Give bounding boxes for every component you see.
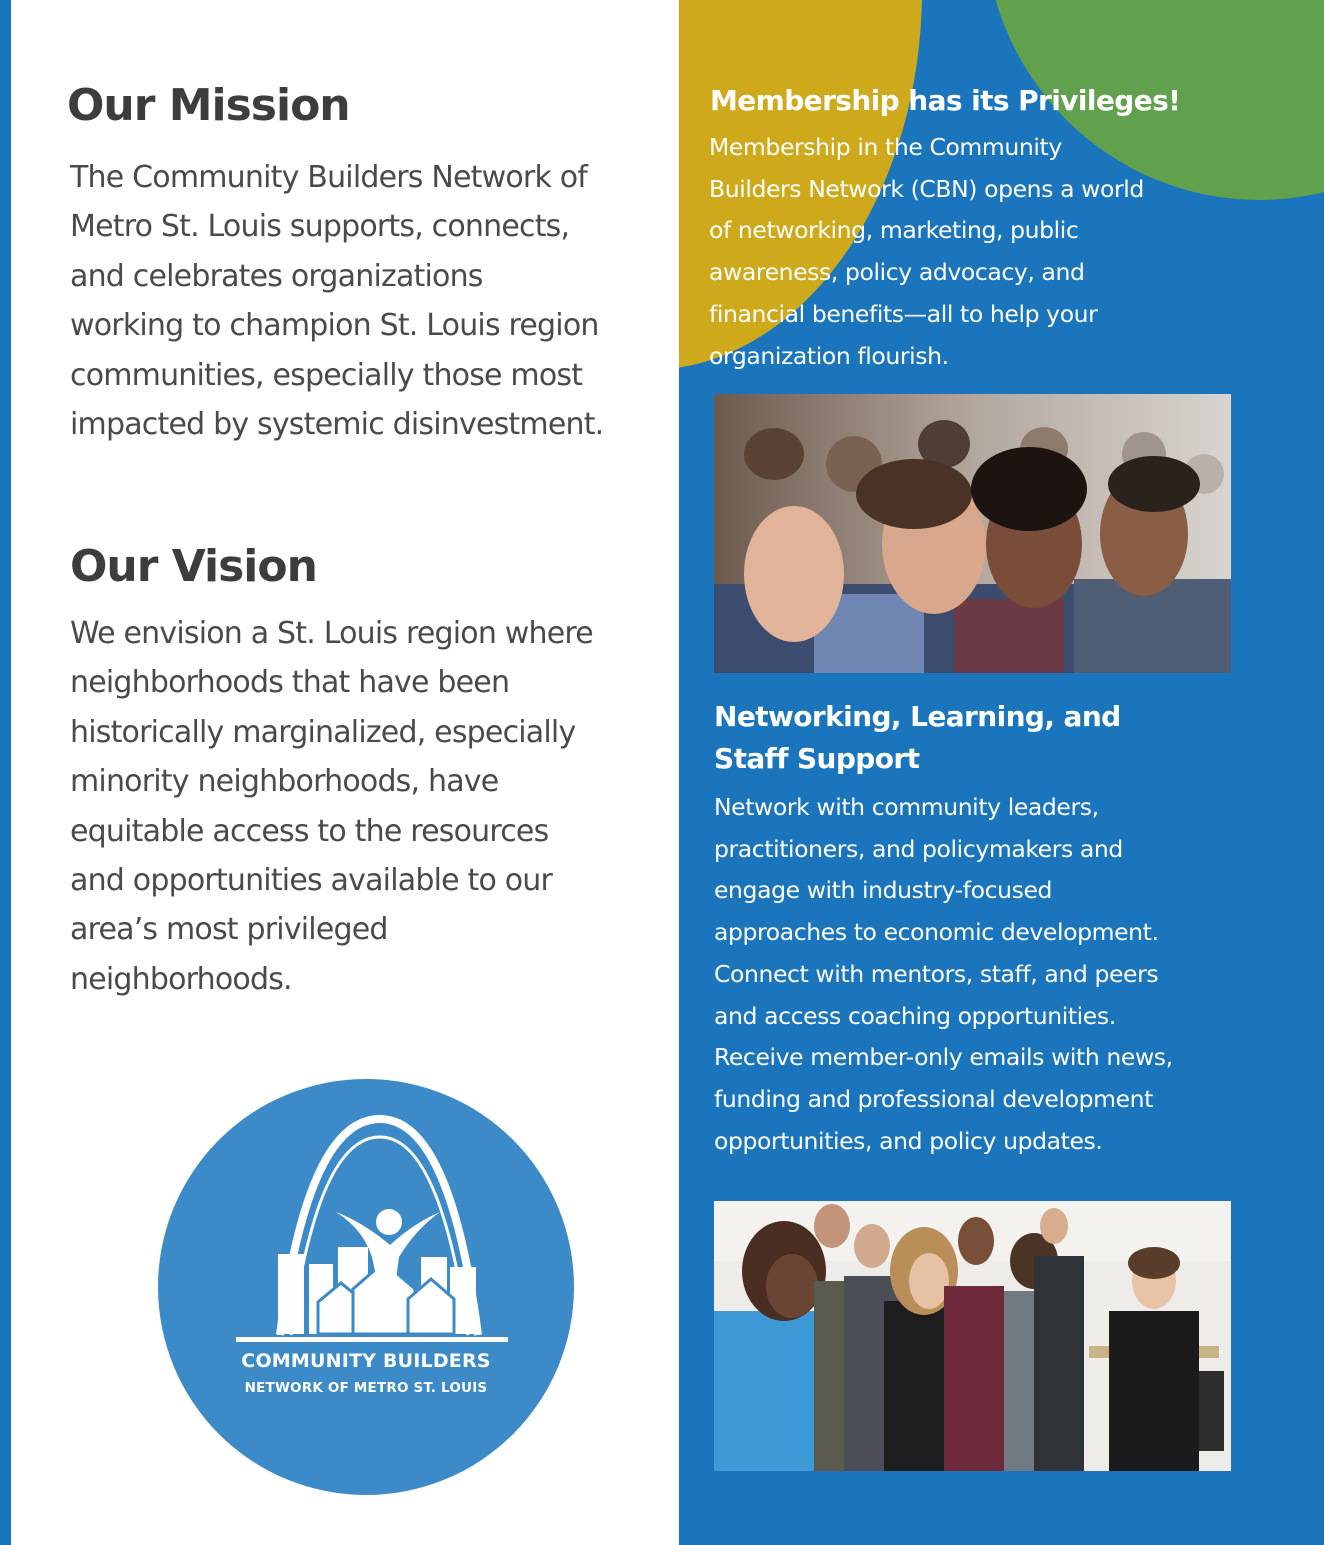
mission-title: Our Mission bbox=[67, 80, 350, 131]
networking-line: practitioners, and policymakers and bbox=[714, 834, 1123, 863]
networking-line: approaches to economic development. bbox=[714, 918, 1159, 947]
vision-line: minority neighborhoods, have bbox=[70, 764, 499, 800]
privileges-line: organization flourish. bbox=[709, 341, 949, 370]
logo-text-container bbox=[158, 0, 574, 1545]
group-photo bbox=[714, 1201, 1231, 1471]
logo-text-line2: NETWORK OF METRO ST. LOUIS bbox=[244, 1380, 488, 1396]
right-column bbox=[679, 0, 1324, 1545]
networking-body bbox=[714, 787, 1173, 1162]
networking-title bbox=[714, 696, 1121, 780]
audience-photo bbox=[714, 394, 1231, 673]
vision-line: equitable access to the resources bbox=[70, 813, 549, 849]
vision-title: Our Vision bbox=[70, 541, 317, 592]
privileges-title: Membership has its Privileges! bbox=[710, 84, 1181, 117]
privileges-line: Builders Network (CBN) opens a world bbox=[709, 174, 1144, 203]
logo-text-line1: COMMUNITY BUILDERS bbox=[241, 1350, 491, 1372]
networking-line: engage with industry-focused bbox=[714, 876, 1053, 905]
mission-line: working to champion St. Louis region bbox=[70, 308, 599, 344]
networking-line: Network with community leaders, bbox=[714, 793, 1099, 821]
mission-line: Metro St. Louis supports, connects, bbox=[70, 209, 570, 245]
networking-title-line: Networking, Learning, and bbox=[714, 700, 1121, 733]
left-accent-strip bbox=[0, 0, 11, 1545]
privileges-line: of networking, marketing, public bbox=[709, 216, 1079, 245]
networking-title-line: Staff Support bbox=[714, 742, 920, 775]
privileges-body bbox=[709, 127, 1144, 377]
mission-line: and celebrates organizations bbox=[70, 258, 483, 294]
vision-line: area’s most privileged bbox=[70, 912, 388, 948]
privileges-line: awareness, policy advocacy, and bbox=[709, 258, 1085, 287]
vision-line: We envision a St. Louis region where bbox=[70, 616, 593, 651]
mission-line: The Community Builders Network of bbox=[70, 160, 588, 195]
mission-line: communities, especially those most bbox=[70, 357, 583, 393]
networking-line: opportunities, and policy updates. bbox=[714, 1126, 1103, 1155]
vision-line: historically marginalized, especially bbox=[70, 714, 576, 750]
networking-line: Connect with mentors, staff, and peers bbox=[714, 959, 1159, 988]
mission-line: impacted by systemic disinvestment. bbox=[70, 407, 604, 443]
vision-line: neighborhoods. bbox=[70, 961, 292, 997]
networking-line: and access coaching opportunities. bbox=[714, 1001, 1116, 1030]
privileges-line: financial benefits—all to help your bbox=[709, 299, 1098, 328]
vision-line: neighborhoods that have been bbox=[70, 665, 510, 701]
vision-line: and opportunities available to our bbox=[70, 863, 553, 899]
networking-line: Receive member-only emails with news, bbox=[714, 1043, 1173, 1072]
networking-line: funding and professional development bbox=[714, 1084, 1153, 1113]
privileges-line: Membership in the Community bbox=[709, 133, 1062, 161]
